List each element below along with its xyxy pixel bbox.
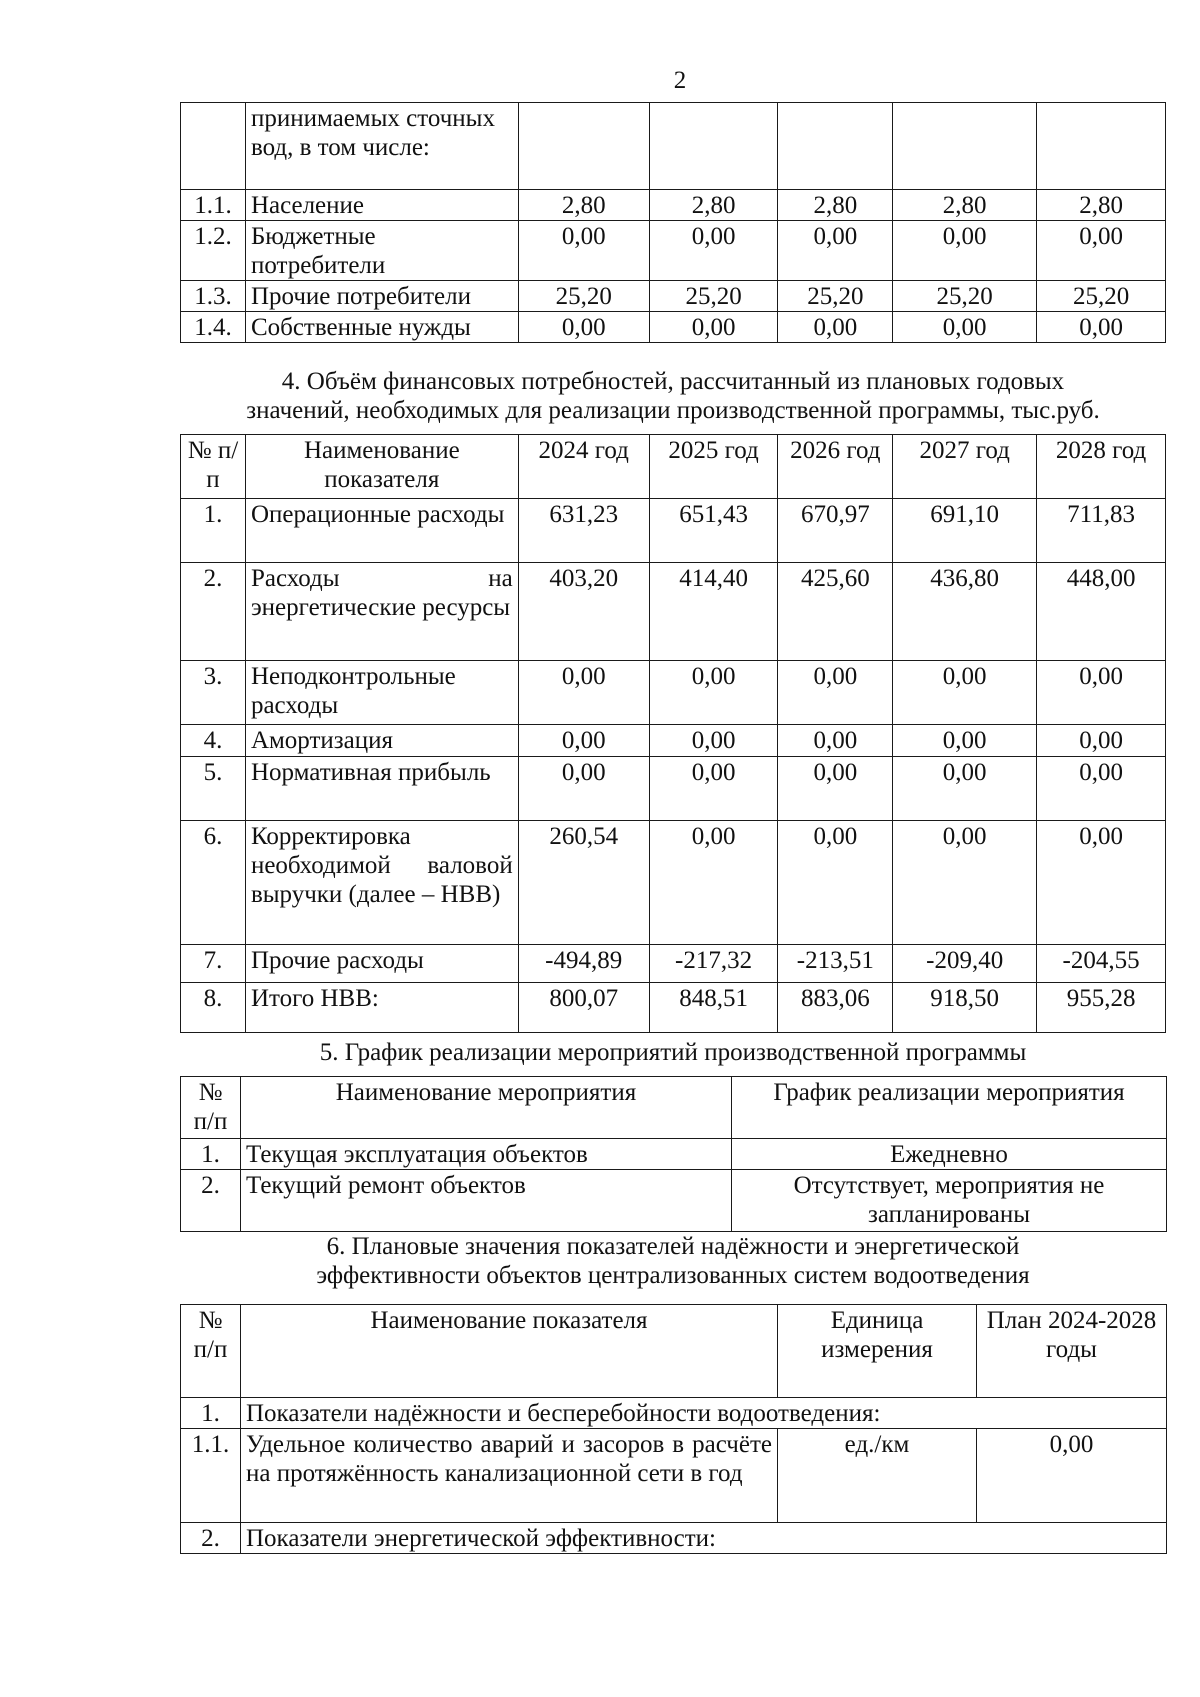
table-row: 2. Показатели энергетической эффективности: [181, 1523, 1167, 1554]
table-row: 7. Прочие расходы -494,89 -217,32 -213,51 -209,40 -204,55 [181, 945, 1166, 983]
table-row: 1. Операционные расходы 631,23 651,43 670,97 691,10 711,83 [181, 499, 1166, 563]
table-row: 2. Текущий ремонт объектов Отсутствует, мероприятия не запланированы [181, 1170, 1167, 1232]
table-header: № п/п Наименование мероприятия График реализации мероприятия [181, 1077, 1167, 1139]
table-row: 2. Расходы на энергетические ресурсы 403,20 414,40 425,60 436,80 448,00 [181, 563, 1166, 661]
section-4-heading: 4. Объём финансовых потребностей, рассчитанный из плановых годовых значений, необходимых для реализации производственной программы, тыс.руб. [246, 368, 1100, 424]
table-header: № п/п Наименование показателя 2024 год 2025 год 2026 год 2027 год 2028 год [181, 435, 1166, 499]
schedule-table [180, 1076, 1167, 1232]
financial-needs-table [180, 434, 1166, 1033]
table-row: 4. Амортизация 0,00 0,00 0,00 0,00 0,00 [181, 725, 1166, 757]
table-row: 1. Показатели надёжности и бесперебойности водоотведения: [181, 1398, 1167, 1429]
table-row: 1.4. Собственные нужды 0,00 0,00 0,00 0,00 0,00 [181, 312, 1166, 343]
wastewater-volume-table [180, 102, 1166, 343]
table-row: 1. Текущая эксплуатация объектов Ежедневно [181, 1139, 1167, 1170]
section-6-heading: 6. Плановые значения показателей надёжности и энергетической эффективности объектов централизованных систем водоотведения [316, 1233, 1030, 1289]
reliability-indicators-table [180, 1304, 1167, 1554]
table-row: 3. Неподконтрольные расходы 0,00 0,00 0,00 0,00 0,00 [181, 661, 1166, 725]
table-row [181, 103, 1166, 190]
page-number: 2 [673, 67, 687, 94]
section-5-heading: 5. График реализации мероприятий производственной программы [319, 1039, 1027, 1066]
table-row: 6. Корректировка необходимой валовой выручки (далее – НВВ) 260,54 0,00 0,00 0,00 0,00 [181, 821, 1166, 945]
table-row: 8. Итого НВВ: 800,07 848,51 883,06 918,50 955,28 [181, 983, 1166, 1033]
table-row: 1.3. Прочие потребители 25,20 25,20 25,20 25,20 25,20 [181, 281, 1166, 312]
table-row: 5. Нормативная прибыль 0,00 0,00 0,00 0,00 0,00 [181, 757, 1166, 821]
table-row: 1.1. Население 2,80 2,80 2,80 2,80 2,80 [181, 190, 1166, 221]
row-label: принимаемых сточных вод, в том числе: [245, 103, 518, 190]
table-header: № п/п Наименование показателя Единица измерения План 2024-2028 годы [181, 1305, 1167, 1398]
table-row: 1.2. Бюджетные потребители 0,00 0,00 0,00 0,00 0,00 [181, 221, 1166, 281]
table-row: 1.1. Удельное количество аварий и засоров в расчёте на протяжённость канализационной сети в год ед./км 0,00 [181, 1429, 1167, 1523]
